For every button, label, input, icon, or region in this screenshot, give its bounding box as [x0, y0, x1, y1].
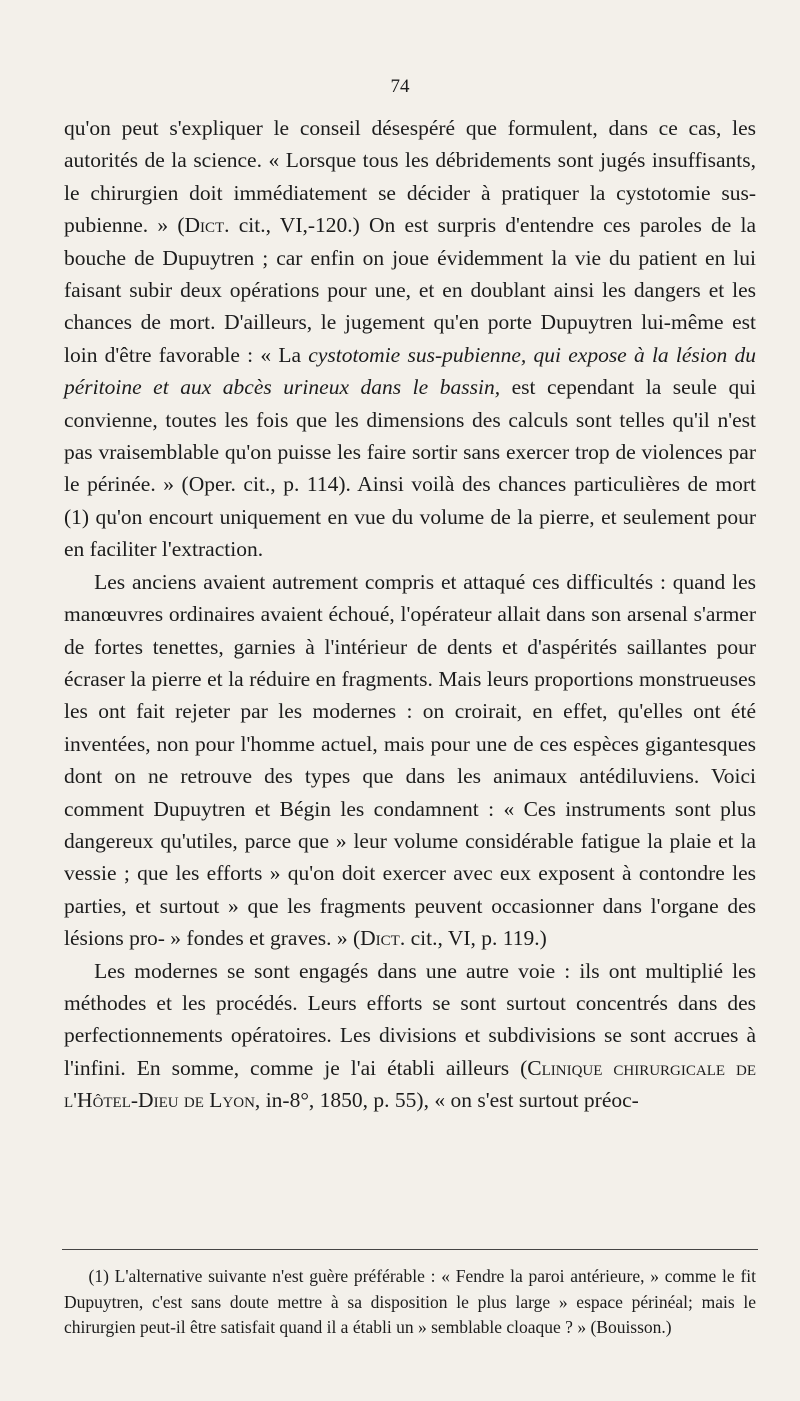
paragraph-2-seg-0: Les anciens avaient autrement compris et attaqué ces difficultés : quand les manœuvres ordinaires avaient échoué, l'opérateur allait dans son arsenal s'armer de fortes tenettes, garnies à l'intérieur de dents et d'aspérités saillantes pour écraser la pierre et la réduire en fragments. Mais leurs proportions monstrueuses les ont fait rejeter par les modernes : on croirait, en effet, qu'elles ont été inventées, non pour l'homme actuel, mais pour une de ces espèces gigantesques dont on ne retrouve des types que dans les animaux antédiluviens. Voici comment Dupuytren et Bégin les condamnent : « Ces instruments sont plus dangereux qu'utiles, parce que » leur volume considérable fatigue la plaie et la vessie ; que les efforts » qu'on doit exercer avec eux exposent à contondre les parties, et surtout » que les fragments peuvent occasionner dans l'organe des lésions pro- » fondes et graves. » (: [64, 569, 756, 951]
citation-dict: Dict.: [360, 926, 406, 951]
page-number: 74: [390, 76, 410, 97]
paragraph-2: [64, 566, 756, 955]
body-text: [64, 112, 756, 1117]
paragraph-1-seg-4: est cependant la seule qui convienne, toutes les fois que les dimensions des calculs sont telles qu'il n'est pas vraisemblable qu'on puisse les faire sortir sans exercer trop de violences par le périnée. » (Oper. cit., p. 114). Ainsi voilà des chances particulières de mort (1) qu'on encourt uniquement en vue du volume de la pierre, et seulement pour en faciliter l'extraction.: [64, 375, 756, 562]
paragraph-1-seg-0: qu'on peut s'expliquer le conseil désespéré que formulent, dans ce cas, les autorités de la science. « Lorsque tous les débridements sont jugés insuffisants, le chirurgien doit immédiatement se décider à pratiquer la cystotomie sus-pubienne. » (: [64, 116, 756, 238]
paragraph-3-seg-0: Les modernes se sont engagés dans une autre voie : ils ont multiplié les méthodes et les procédés. Leurs efforts se sont surtout concentrés dans des perfectionnements opératoires. Les divisions et subdivisions se sont accrues à l'infini. En somme, comme je l'ai établi ailleurs (: [64, 958, 756, 1080]
paragraph-2-seg-2: cit., VI, p. 119.): [405, 926, 547, 951]
footnote-separator: [62, 1249, 758, 1250]
paragraph-3-seg-2: in-8°, 1850, p. 55), « on s'est surtout préoc-: [260, 1088, 639, 1113]
footnote-1: [64, 1264, 756, 1341]
paragraph-3: [64, 955, 756, 1117]
citation-clinique: Clinique chirurgicale de l'Hôtel-Dieu de Lyon,: [64, 1055, 756, 1113]
paragraph-1: [64, 112, 756, 566]
citation-dict: Dict.: [184, 213, 230, 238]
footnote: [64, 1264, 756, 1341]
footnote-1-text: (1) L'alternative suivante n'est guère préférable : « Fendre la paroi antérieure, » comme le fit Dupuytren, c'est sans doute mettre à sa disposition le plus large » espace périnéal; mais le chirurgien peut-il être satisfait quand il a établi un » semblable cloaque ? » (Bouisson.): [64, 1266, 756, 1337]
paragraph-1-seg-2: cit., VI,-120.) On est surpris d'entendre ces paroles de la bouche de Dupuytren ; car enfin on joue évidemment la vie du patient en lui faisant subir deux opérations pour une, et en doublant ainsi les dangers et les chances de mort. D'ailleurs, le jugement qu'en porte Dupuytren lui-même est loin d'être favorable : « La: [64, 213, 757, 367]
quoted-italic-phrase: cystotomie sus-pubienne, qui expose à la lésion du péritoine et aux abcès urineux dans le bassin,: [64, 342, 756, 400]
